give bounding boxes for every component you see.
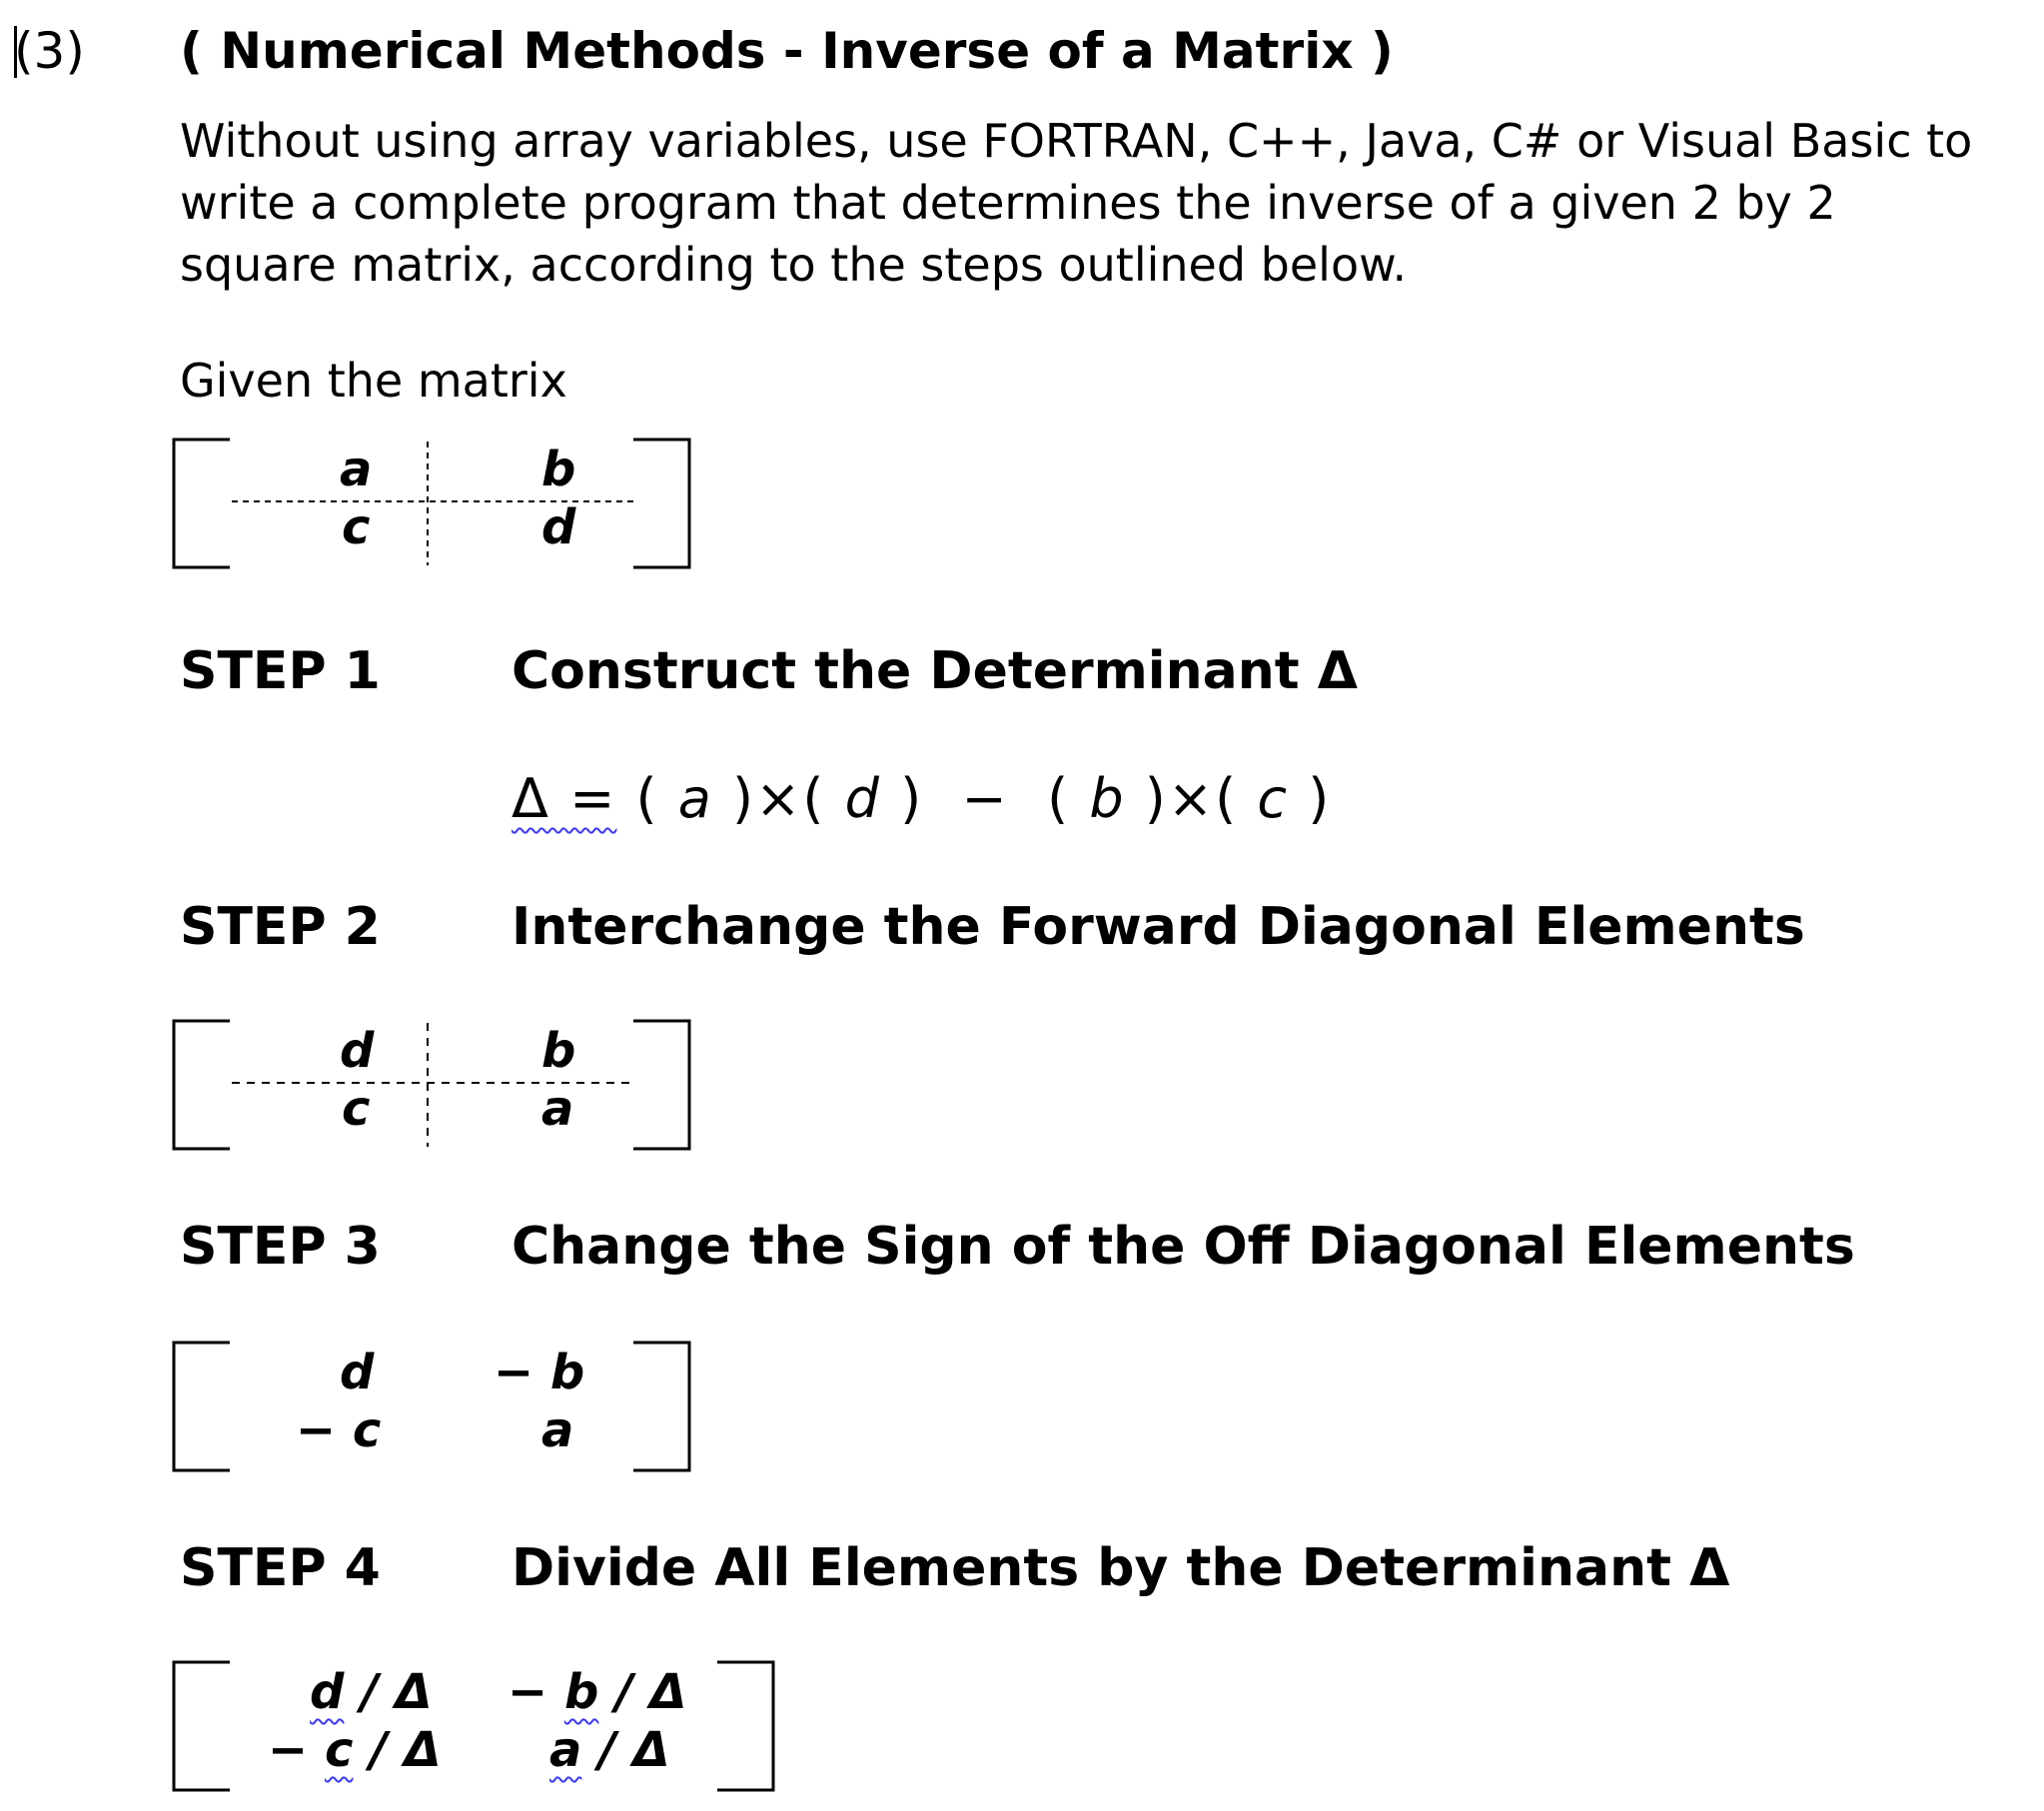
step2-cell-a: a <box>541 1081 574 1137</box>
formula-close-4: ) <box>1308 767 1332 830</box>
step2-cell-d: d <box>340 1023 375 1079</box>
step3-cell-neg-b: − b <box>494 1345 585 1400</box>
step4-cell-a-over-delta <box>549 1722 670 1778</box>
step4-var-b: b <box>563 1664 599 1720</box>
formula-open-1: ( <box>635 767 659 830</box>
question-number: (3) <box>14 22 85 80</box>
step4-title: Divide All Elements by the Determinant Δ <box>511 1538 1730 1598</box>
step3-matrix <box>172 1341 695 1474</box>
step3-label: STEP 3 <box>180 1217 381 1277</box>
step2-label: STEP 2 <box>180 897 381 957</box>
given-label: Given the matrix <box>180 354 567 408</box>
formula-close-1: ) <box>732 767 756 830</box>
step4-rest-a: / Δ <box>581 1722 670 1778</box>
step4-var-c: c <box>324 1722 354 1778</box>
formula-open-4: ( <box>1215 767 1239 830</box>
formula-open-2: ( <box>802 767 826 830</box>
formula-open-3: ( <box>1047 767 1071 830</box>
step4-var-a: a <box>549 1722 582 1778</box>
formula-term-d: d <box>844 767 881 830</box>
formula-times-2: × <box>1167 767 1216 830</box>
formula-term-b: b <box>1089 767 1126 830</box>
step3-cell-neg-c: − c <box>296 1402 382 1458</box>
step4-rest-c: / Δ <box>353 1722 442 1778</box>
step4-cell-d-over-delta <box>310 1664 432 1720</box>
step4-rest-b: / Δ <box>598 1664 687 1720</box>
step4-sign-b: − <box>508 1664 564 1720</box>
formula-close-2: ) <box>900 767 924 830</box>
step4-cell-neg-b-over-delta <box>508 1664 686 1720</box>
formula-close-3: ) <box>1144 767 1168 830</box>
step3-cell-a: a <box>541 1402 574 1458</box>
step2-title: Interchange the Forward Diagonal Elements <box>511 897 1805 957</box>
step2-matrix-brackets <box>172 1019 695 1153</box>
given-matrix <box>172 438 695 571</box>
formula-lhs: Δ = <box>511 767 617 830</box>
matrix-cell-d: d <box>541 499 576 555</box>
formula-term-c: c <box>1257 767 1290 830</box>
step2-cell-b: b <box>541 1023 576 1079</box>
step2-matrix <box>172 1019 695 1153</box>
given-matrix-brackets <box>172 438 695 571</box>
question-title: ( Numerical Methods - Inverse of a Matrix ) <box>180 22 1394 80</box>
step4-var-d: d <box>310 1664 345 1720</box>
step1-label: STEP 1 <box>180 641 381 701</box>
step4-sign-c: − <box>268 1722 325 1778</box>
formula-times-1: × <box>755 767 803 830</box>
matrix-cell-a: a <box>340 442 373 497</box>
step3-title: Change the Sign of the Off Diagonal Elements <box>511 1217 1855 1277</box>
formula-minus: − <box>961 767 1009 830</box>
step3-cell-d: d <box>340 1345 375 1400</box>
step4-rest-d: / Δ <box>344 1664 433 1720</box>
step1-title: Construct the Determinant Δ <box>511 641 1358 701</box>
matrix-cell-b: b <box>541 442 576 497</box>
instruction-paragraph: Without using array variables, use FORTRAN, C++, Java, C# or Visual Basic to write a complete program that determines the inverse of a given 2 by 2 square matrix, according to the steps outlined below. <box>180 114 1973 292</box>
formula-term-a: a <box>677 767 713 830</box>
step4-matrix <box>172 1660 781 1794</box>
step4-cell-neg-c-over-delta <box>268 1722 442 1778</box>
step4-matrix-brackets <box>172 1660 781 1794</box>
step3-matrix-brackets <box>172 1341 695 1474</box>
determinant-formula <box>511 767 1331 830</box>
step4-label: STEP 4 <box>180 1538 381 1598</box>
step2-cell-c: c <box>342 1081 371 1137</box>
matrix-cell-c: c <box>342 499 371 555</box>
